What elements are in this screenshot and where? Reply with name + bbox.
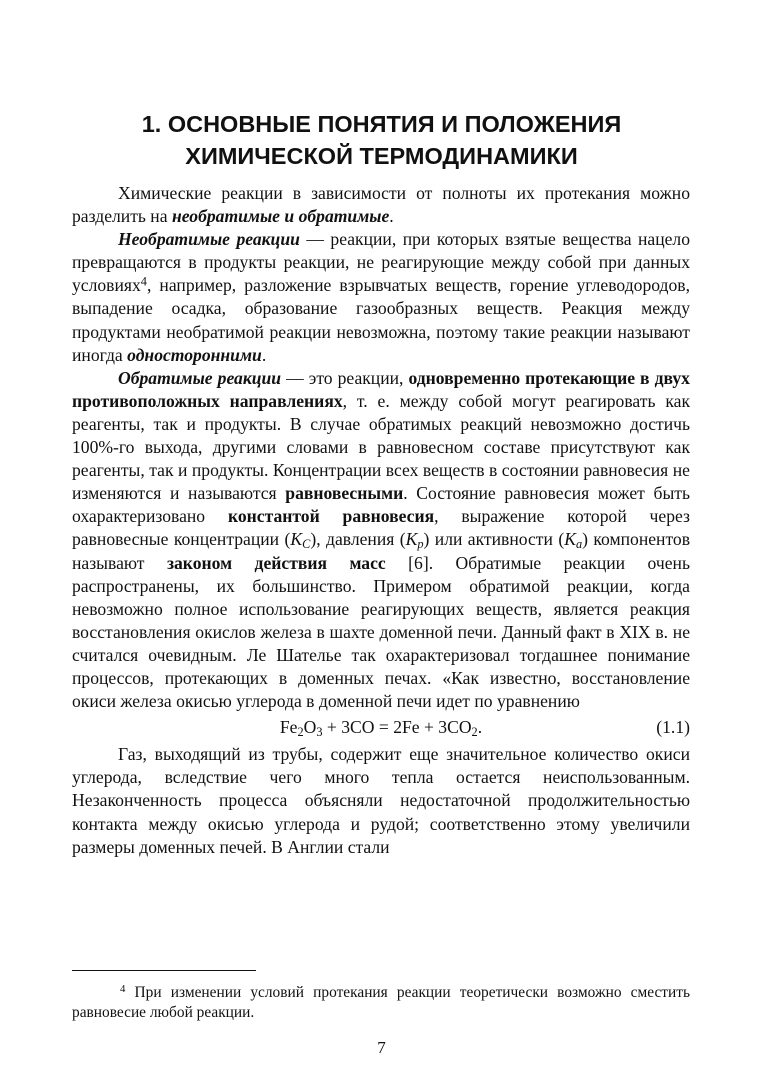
subscript: 2 [297, 725, 304, 740]
text-run: . Состояние равновесия может быть охарактеризовано [72, 483, 690, 527]
text-run: , выражение которой через равновесные концентрации ( [72, 506, 690, 550]
bold-term: константой равновесия [227, 506, 435, 527]
term-irreversible-reactions: Необратимые реакции [118, 229, 300, 250]
paragraph-1 [72, 182, 690, 228]
text-run: . [261, 344, 267, 365]
chapter-title [70, 108, 693, 172]
text-run: Fe [279, 717, 298, 738]
text-run: ) компонентов называют [72, 529, 691, 573]
symbol-k: K [290, 529, 303, 550]
text-run: Химические реакции в зависимости от полноты их протекания можно разделить на [72, 183, 690, 227]
subscript: p [417, 537, 424, 552]
text-run: — это реакции, [281, 367, 409, 388]
equation-number: (1.1) [656, 717, 690, 738]
text-run: O [303, 717, 317, 738]
text-run: + 3CO = 2Fe + 3CO [322, 717, 472, 738]
term-reversible-reactions: Обратимые реакции [118, 367, 282, 388]
text-run: . [477, 717, 483, 738]
text-run: , т. е. между собой могут реагировать как реагенты, так и продукты. В случае обратимых реакций невозможно достичь 100%-го выхода, другими словами в равновесном составе присутствуют как реагенты, так и продукты. Концентрации всех веществ в состоянии равновесия не изменяются и называются [72, 390, 690, 504]
subscript: 3 [316, 725, 323, 740]
footnote [72, 983, 690, 1023]
bold-term: равновесными [285, 483, 404, 504]
text-run: [6]. Обратимые реакции очень распространены, их большинство. Примером обратимой реакции, когда невозможно полное использование реагирующих веществ, является реакция восстановления окислов железа в шахте доменной печи. Данный факт в XIX в. не считался очевидным. Ле Шателье так охарактеризовал тогдашнее понимание процессов, протекающих в доменных печах. «Как известно, восстановление окиси железа окисью углерода в доменной печи идет по уравнению [72, 552, 690, 712]
emphasis-term: необратимые и обратимые [171, 206, 390, 227]
text-run: — реакции, при которых взятые вещества нацело превращаются в продукты реакции, не реагирующие между собой при данных условиях [72, 229, 690, 296]
footnote-text: При изменении условий протекания реакции теоретически возможно сместить равновесие любой реакции. [72, 984, 690, 1021]
chapter-title-line-2: ХИМИЧЕСКОЙ ТЕРМОДИНАМИКИ [185, 143, 578, 169]
text-run: ) или активности ( [423, 529, 565, 550]
equation-formula [72, 716, 690, 739]
text-run: ), давления ( [310, 529, 406, 550]
text-run: . [389, 206, 394, 227]
bold-phrase: одновременно протекающие в двух противоположных направлениях [72, 367, 690, 411]
text-run: , например, разложение взрывчатых веществ, горение углеводородов, выпадение осадка, образование газообразных веществ. Реакция между продуктами необратимой реакции невозможна, поэтому такие реакции называют иногда [72, 275, 690, 365]
symbol-k: K [564, 529, 576, 550]
subscript: C [302, 537, 311, 552]
emphasis-term: односторонними [127, 344, 262, 365]
subscript: a [575, 537, 583, 552]
symbol-k: K [405, 529, 418, 550]
paragraph-4: Газ, выходящий из трубы, содержит еще значительное количество окиси углерода, вследствие чего много тепла остается неиспользованным. Незаконченность процесса объясняли недостаточной продолжительностью контакта между окисью углерода и рудой; соответственно этому увеличили размеры доменных печей. В Англии стали [72, 744, 690, 857]
paragraph-2 [72, 228, 690, 367]
subscript: 2 [471, 725, 478, 740]
footnote-mark: 4 [120, 983, 126, 996]
footnote-reference: 4 [140, 274, 147, 289]
body-text [72, 182, 690, 859]
page-number: 7 [377, 1038, 386, 1057]
bold-term: законом действия масс [166, 552, 386, 573]
chapter-title-line-1: 1. ОСНОВНЫЕ ПОНЯТИЯ И ПОЛОЖЕНИЯ [141, 111, 622, 137]
footnote-divider [72, 970, 256, 971]
equation-1-1 [72, 716, 690, 739]
paragraph-3 [72, 367, 690, 713]
